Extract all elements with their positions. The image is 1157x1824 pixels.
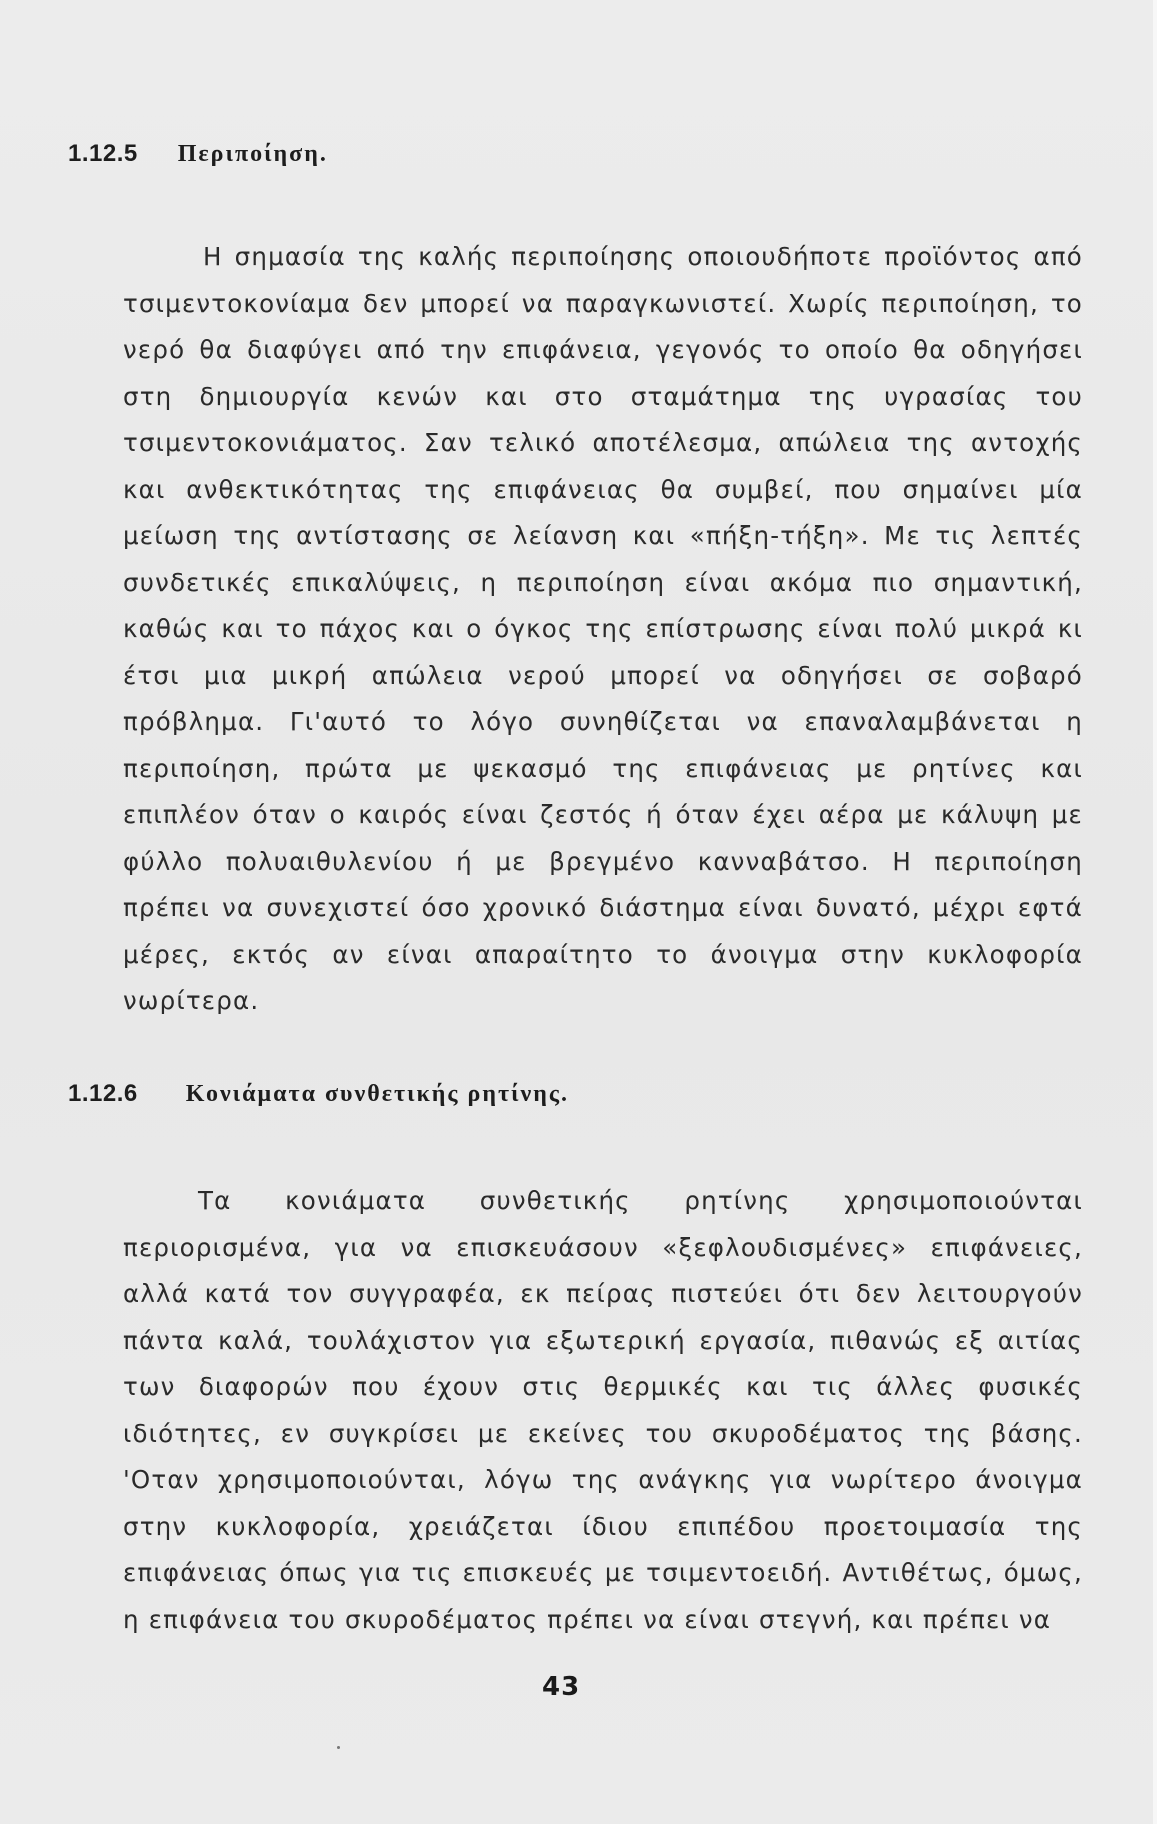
paragraph-curing: [123, 234, 1083, 1025]
text-line: συνδετικές επικαλύψεις, η περιποίηση είναι ακόμα πιο σημαντική,: [123, 567, 1083, 597]
section-title: Κονιάματα συνθετικής ρητίνης.: [185, 1081, 570, 1107]
text-line: καθώς και το πάχος και ο όγκος της επίστρωσης είναι πολύ μικρά κι: [123, 614, 1083, 643]
page-number: 43: [542, 1672, 581, 1702]
text-line: περιποίηση, πρώτα με ψεκασμό της επιφάνειας με ρητίνες και: [123, 753, 1083, 783]
text-line: πρόβλημα. Γι'αυτό το λόγο συνηθίζεται να επαναλαμβάνεται η: [123, 707, 1083, 736]
scan-speck: [337, 1746, 340, 1749]
section-heading-2: [68, 1080, 569, 1108]
section-heading-1: [68, 140, 328, 168]
text-line: νωρίτερα.: [123, 986, 260, 1015]
section-title: Περιποίηση.: [177, 141, 328, 167]
text-line: στη δημιουργία κενών και στο σταμάτημα της υγρασίας του: [123, 381, 1083, 411]
text-line: ιδιότητες, εν συγκρίσει με εκείνες του σκυροδέματος της βάσης.: [123, 1418, 1083, 1448]
text-line: περιορισμένα, για να επισκευάσουν «ξεφλουδισμένες» επιφάνειες,: [123, 1232, 1083, 1262]
text-line: αλλά κατά τον συγγραφέα, εκ πείρας πιστεύει ότι δεν λειτουργούν: [123, 1279, 1083, 1308]
text-line: 'Οταν χρησιμοποιούνται, λόγω της ανάγκης για νωρίτερο άνοιγμα: [123, 1465, 1083, 1494]
text-line: και ανθεκτικότητας της επιφάνειας θα συμβεί, που σημαίνει μία: [123, 474, 1083, 504]
section-number: 1.12.6: [68, 1080, 138, 1107]
text-line: φύλλο πολυαιθυλενίου ή με βρεγμένο κανναβάτσο. Η περιποίηση: [123, 846, 1083, 876]
text-line: των διαφορών που έχουν στις θερμικές και τις άλλες φυσικές: [123, 1372, 1083, 1401]
text-line: τσιμεντοκονίαμα δεν μπορεί να παραγκωνιστεί. Χωρίς περιποίηση, το: [123, 288, 1083, 318]
text-line: επιπλέον όταν ο καιρός είναι ζεστός ή όταν έχει αέρα με κάλυψη με: [123, 800, 1083, 829]
text-line: Η σημασία της καλής περιποίησης οποιουδήποτε προϊόντος από: [203, 242, 1083, 271]
text-line: νερό θα διαφύγει από την επιφάνεια, γεγονός το οποίο θα οδηγήσει: [123, 335, 1083, 364]
page-edge: [1153, 0, 1157, 1824]
text-line: στην κυκλοφορία, χρειάζεται ίδιου επιπέδου προετοιμασία της: [123, 1511, 1083, 1541]
text-line: επιφάνειας όπως για τις επισκευές με τσιμεντοειδή. Αντιθέτως, όμως,: [123, 1558, 1083, 1587]
text-line: Τα κονιάματα συνθετικής ρητίνης χρησιμοποιούνται: [198, 1186, 1083, 1215]
text-line: έτσι μια μικρή απώλεια νερού μπορεί να οδηγήσει σε σοβαρό: [123, 660, 1083, 690]
text-line: η επιφάνεια του σκυροδέματος πρέπει να είναι στεγνή, και πρέπει να: [123, 1604, 1052, 1634]
paragraph-resin-mortars: [123, 1178, 1083, 1643]
text-line: τσιμεντοκονιάματος. Σαν τελικό αποτέλεσμα, απώλεια της αντοχής: [123, 428, 1083, 457]
section-number: 1.12.5: [68, 140, 138, 167]
text-line: πρέπει να συνεχιστεί όσο χρονικό διάστημα είναι δυνατό, μέχρι εφτά: [123, 893, 1083, 922]
text-line: μέρες, εκτός αν είναι απαραίτητο το άνοιγμα στην κυκλοφορία: [123, 939, 1083, 969]
text-line: πάντα καλά, τουλάχιστον για εξωτερική εργασία, πιθανώς εξ αιτίας: [123, 1325, 1083, 1355]
text-line: μείωση της αντίστασης σε λείανση και «πήξη-τήξη». Με τις λεπτές: [123, 521, 1083, 550]
